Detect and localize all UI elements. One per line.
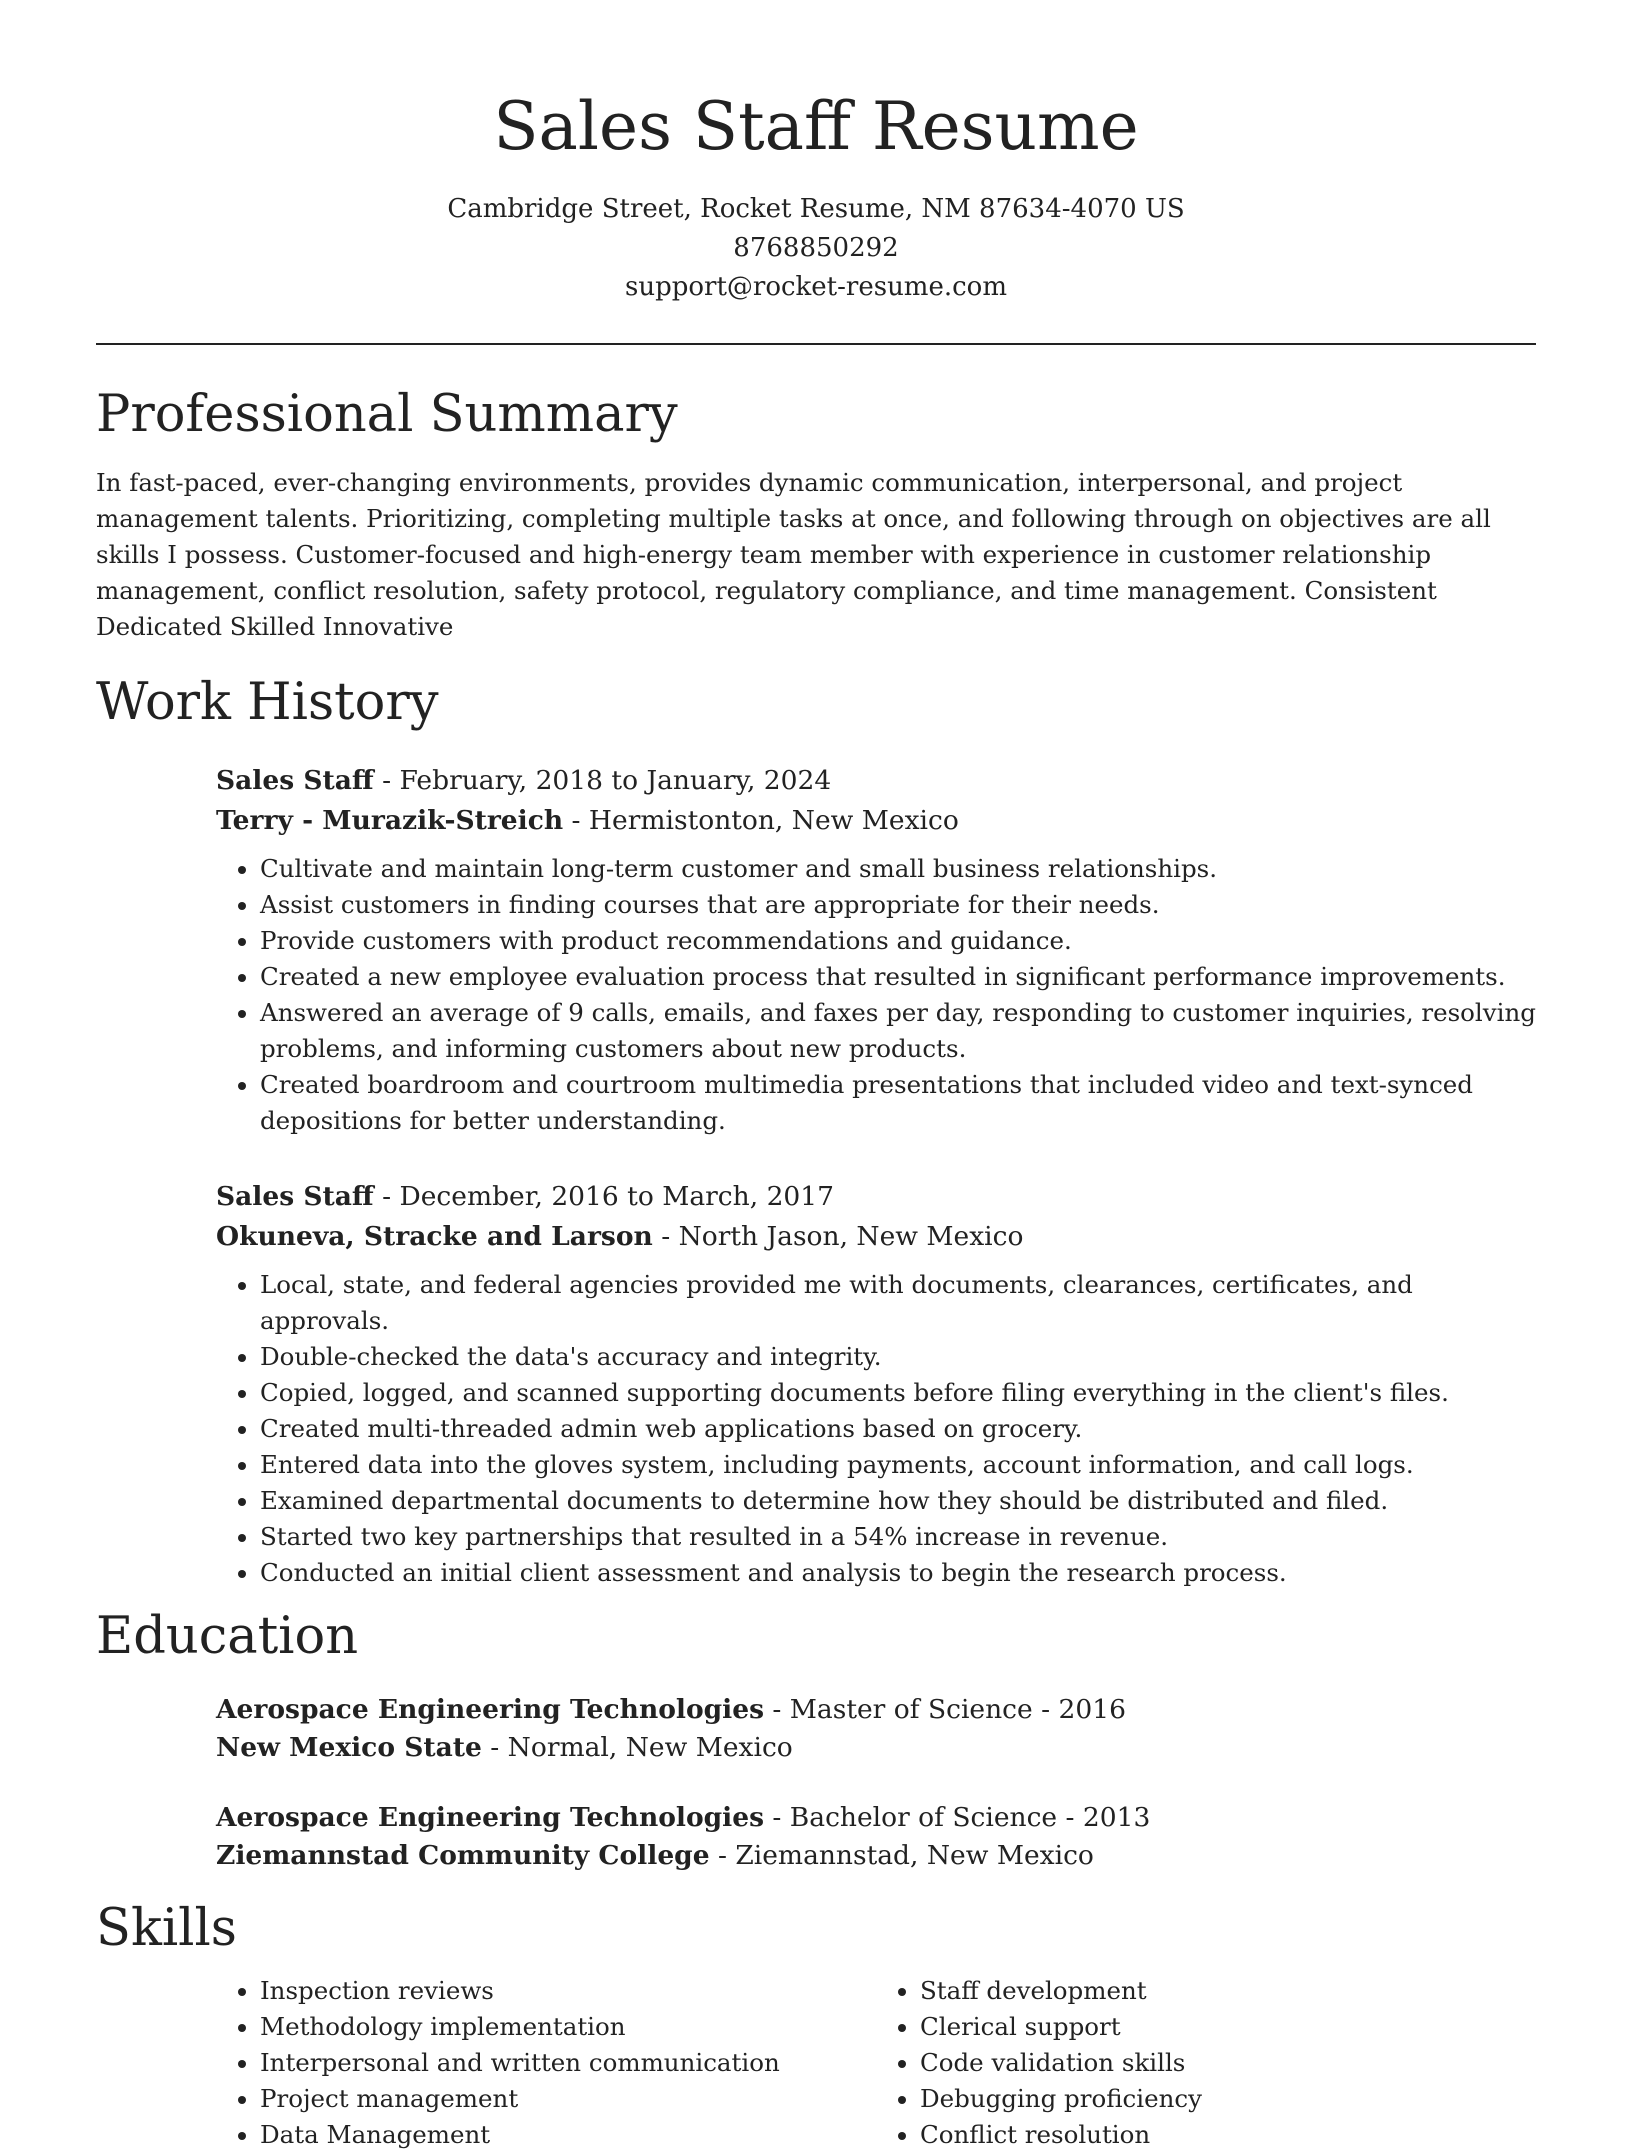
- education-school-line: [216, 1837, 1536, 1875]
- job-bullet: • Entered data into the gloves system, including payments, account information, and call logs.: [260, 1447, 1536, 1483]
- education-location: - Ziemannstad, New Mexico: [709, 1840, 1094, 1871]
- summary-heading: Professional Summary: [96, 385, 678, 444]
- job-entry: [216, 761, 1536, 1139]
- job-bullet: • Assist customers in finding courses that are appropriate for their needs.: [260, 887, 1536, 923]
- job-bullet: • Started two key partnerships that resulted in a 54% increase in revenue.: [260, 1519, 1536, 1555]
- skills-heading: Skills: [96, 1899, 237, 1958]
- education-degree-line: [216, 1691, 1536, 1729]
- page-title: Sales Staff Resume: [493, 88, 1139, 165]
- job-bullet: • Conducted an initial client assessment and analysis to begin the research process.: [260, 1555, 1536, 1591]
- job-bullet: • Examined departmental documents to determine how they should be distributed and filed.: [260, 1483, 1536, 1519]
- job-bullet: • Copied, logged, and scanned supporting documents before filing everything in the client's files.: [260, 1375, 1536, 1411]
- skill-item: • Clerical support: [920, 2009, 1536, 2045]
- summary-section: [96, 383, 1536, 645]
- education-degree: - Master of Science - 2016: [764, 1694, 1126, 1725]
- job-bullet: • Provide customers with product recommendations and guidance.: [260, 923, 1536, 959]
- education-school-line: [216, 1729, 1536, 1767]
- contact-phone: 8768850292: [733, 233, 899, 263]
- job-entry: [216, 1177, 1536, 1591]
- job-title: Sales Staff: [216, 1181, 374, 1212]
- skills-column-right: [876, 1973, 1536, 2153]
- skill-item: • Debugging proficiency: [920, 2081, 1536, 2117]
- education-degree-line: [216, 1799, 1536, 1837]
- job-location: - North Jason, New Mexico: [652, 1221, 1024, 1252]
- job-dates: - February, 2018 to January, 2024: [373, 765, 832, 796]
- job-location: - Hermistonton, New Mexico: [563, 805, 959, 836]
- resume-page: [96, 0, 1536, 2153]
- job-dates: - December, 2016 to March, 2017: [373, 1181, 835, 1212]
- education-school: New Mexico State: [216, 1732, 482, 1763]
- job-title: Sales Staff: [216, 765, 374, 796]
- education-entry: [216, 1799, 1536, 1875]
- skills-grid: [216, 1973, 1536, 2153]
- contact-email: support@rocket-resume.com: [624, 272, 1007, 302]
- education-heading: Education: [96, 1607, 359, 1666]
- job-bullet: • Double-checked the data's accuracy and integrity.: [260, 1339, 1536, 1375]
- skill-item: • Staff development: [920, 1973, 1536, 2009]
- work-history-heading: Work History: [96, 673, 439, 732]
- job-bullet: • Created boardroom and courtroom multimedia presentations that included video and text-synced depositions for better understanding.: [260, 1067, 1536, 1139]
- skill-item: • Conflict resolution: [920, 2117, 1536, 2153]
- job-company: Okuneva, Stracke and Larson: [216, 1221, 653, 1252]
- job-company-line: [216, 1217, 1536, 1257]
- job-company-line: [216, 801, 1536, 841]
- job-bullet: • Cultivate and maintain long-term customer and small business relationships.: [260, 851, 1536, 887]
- contact-info: [96, 190, 1536, 307]
- job-title-line: [216, 761, 1536, 801]
- job-bullet: • Answered an average of 9 calls, emails, and faxes per day, responding to customer inquiries, resolving problems, and informing customers about new products.: [260, 995, 1536, 1067]
- header-divider: [96, 343, 1536, 345]
- job-bullets: [216, 1267, 1536, 1591]
- education-location: - Normal, New Mexico: [481, 1732, 793, 1763]
- job-bullets: [216, 851, 1536, 1139]
- education-section: [96, 1605, 1536, 1875]
- education-school: Ziemannstad Community College: [216, 1840, 710, 1871]
- education-field: Aerospace Engineering Technologies: [216, 1802, 764, 1833]
- job-bullet: • Created a new employee evaluation process that resulted in significant performance improvements.: [260, 959, 1536, 995]
- skill-item: • Project management: [260, 2081, 876, 2117]
- summary-text: In fast-paced, ever-changing environments, provides dynamic communication, interpersonal, and project management talents. Prioritizing, completing multiple tasks at once, and following through on objectives are all skills I possess. Customer-focused and high-energy team member with experience in customer relationship management, conflict resolution, safety protocol, regulatory compliance, and time management. Consistent Dedicated Skilled Innovative: [96, 468, 1491, 641]
- skill-item: • Interpersonal and written communication: [260, 2045, 876, 2081]
- job-company: Terry - Murazik-Streich: [216, 805, 564, 836]
- job-title-line: [216, 1177, 1536, 1217]
- education-degree: - Bachelor of Science - 2013: [764, 1802, 1151, 1833]
- skill-item: • Inspection reviews: [260, 1973, 876, 2009]
- skills-column-left: [216, 1973, 876, 2153]
- work-history-section: [96, 671, 1536, 1591]
- skill-item: • Code validation skills: [920, 2045, 1536, 2081]
- job-bullet: • Created multi-threaded admin web applications based on grocery.: [260, 1411, 1536, 1447]
- education-entry: [216, 1691, 1536, 1767]
- skill-item: • Data Management: [260, 2117, 876, 2153]
- job-bullet: • Local, state, and federal agencies provided me with documents, clearances, certificates, and approvals.: [260, 1267, 1536, 1339]
- skill-item: • Methodology implementation: [260, 2009, 876, 2045]
- contact-address: Cambridge Street, Rocket Resume, NM 87634-4070 US: [447, 194, 1185, 224]
- skills-section: [96, 1897, 1536, 2153]
- education-field: Aerospace Engineering Technologies: [216, 1694, 764, 1725]
- resume-header: [96, 0, 1536, 307]
